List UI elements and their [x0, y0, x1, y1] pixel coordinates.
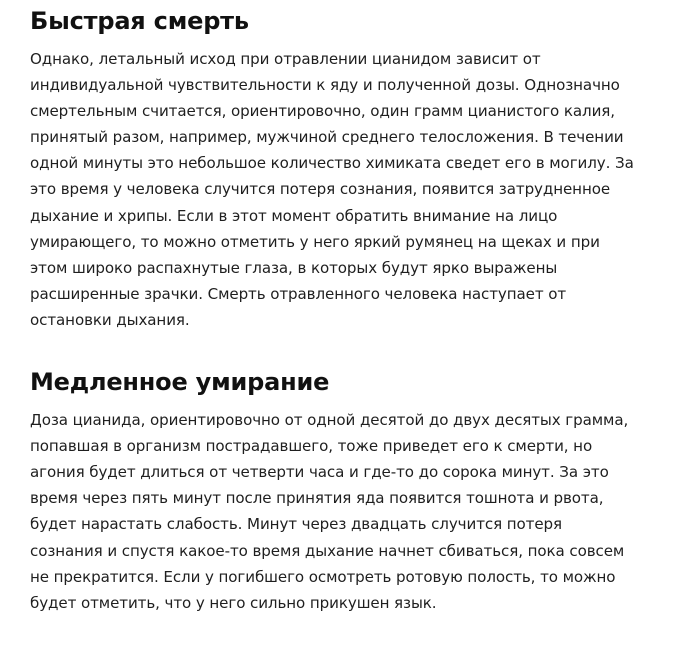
section-fast-death [30, 5, 670, 333]
section-paragraph: Доза цианида, ориентировочно от одной десятой до двух десятых грамма, попавшая в организм пострадавшего, тоже приведет его к смерти, но агония будет длиться от четверти часа и где-то до сорока минут. За это время через пять минут после принятия яда появится тошнота и рвота, будет нарастать слабость. Минут через двадцать случится потеря сознания и спустя какое-то время дыхание начнет сбиваться, пока совсем не прекратится. Если у погибшего осмотреть ротовую полость, то можно будет отметить, что у него сильно прикушен язык. [30, 411, 629, 612]
section-heading: Медленное умирание [30, 368, 330, 397]
section-heading: Быстрая смерть [30, 7, 249, 35]
section-slow-death [30, 366, 670, 616]
section-paragraph: Однако, летальный исход при отравлении цианидом зависит от индивидуальной чувствительности к яду и полученной дозы. Однозначно смертельным считается, ориентировочно, один грамм цианистого калия, принятый разом, например, мужчиной среднего телосложения. В течении одной минуты это небольшое количество химиката сведет его в могилу. За это время у человека случится потеря сознания, появится затрудненное дыхание и хрипы. Если в этот момент обратить внимание на лицо умирающего, то можно отметить у него яркий румянец на щеках и при этом широко распахнутые глаза, в которых будут ярко выражены расширенные зрачки. Смерть отравленного человека наступает от остановки дыхания. [30, 50, 634, 329]
article-body [30, 0, 670, 616]
